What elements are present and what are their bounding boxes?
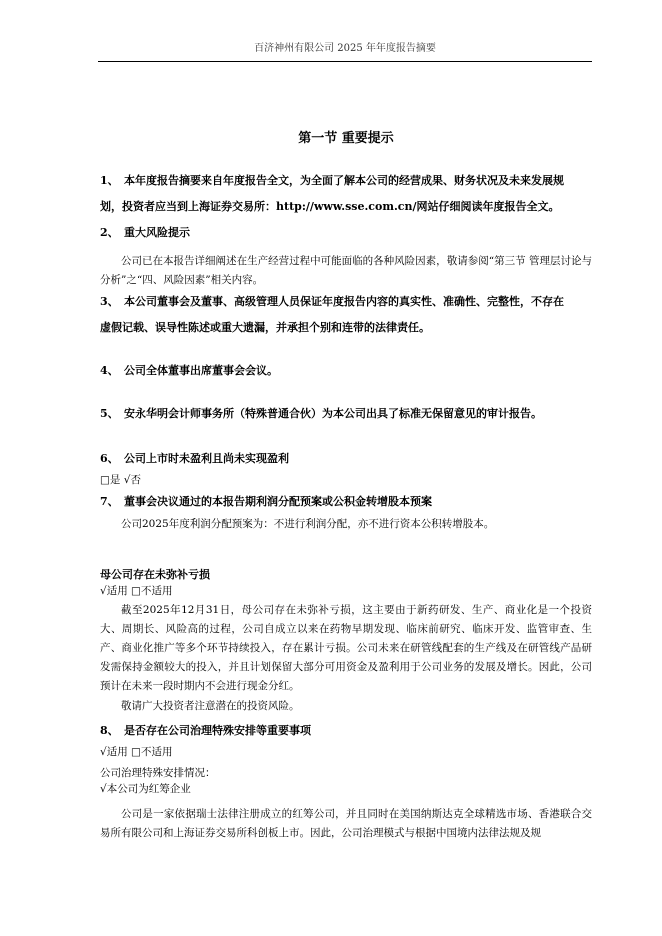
item-1-number: 1、 [100, 174, 119, 187]
item-5-heading [100, 405, 592, 423]
item-3-text-1: 本公司董事会及董事、高级管理人员保证年度报告内容的真实性、准确性、完整性，不存在 [124, 295, 564, 308]
item-8-options: √适用 □不适用 [100, 746, 173, 758]
item-7-title: 董事会决议通过的本报告期利润分配预案或公积金转增股本预案 [124, 495, 432, 508]
item-4-title: 公司全体董事出席董事会会议。 [124, 364, 278, 377]
item-4-number: 4、 [100, 364, 119, 377]
item-7-body: 公司2025年度利润分配预案为：不进行利润分配，亦不进行资本公积转增股本。 [121, 518, 495, 530]
section-title: 第一节 重要提示 [298, 131, 394, 146]
deficit-body: 截至2025年12月31日，母公司存在未弥补亏损，这主要由于新药研发、生产、商业化是一个投资大、周期长、风险高的过程，公司自成立以来在药物早期发现、临床前研究、临床开发、监管审查、生产、商业化推广等多个环节持续投入，存在累计亏损。公司未来在研管线配套的生产线及在研管线产品研发需保持金额较大的投入，并且计划保留大部分可用资金及盈利用于公司业务的发展及增长。因此，公司预计在未来一段时期内不会进行现金分红。 [100, 604, 592, 692]
item-8-title: 是否存在公司治理特殊安排等重要事项 [124, 724, 311, 737]
item-7-heading [100, 493, 592, 511]
item-6-title: 公司上市时未盈利且尚未实现盈利 [124, 452, 289, 465]
item-2-title: 重大风险提示 [124, 226, 190, 239]
running-header: 百济神州有限公司 2025 年年度报告摘要 [254, 43, 436, 54]
item-2-body: 公司已在本报告详细阐述在生产经营过程中可能面临的各种风险因素，敬请参阅“第三节 管理层讨论与分析”之“四、风险因素”相关内容。 [100, 255, 592, 286]
governance-label: 公司治理特殊安排情况： [100, 767, 216, 779]
item-3-line-2: 虚假记载、误导性陈述或重大遗漏，并承担个别和连带的法律责任。 [100, 321, 430, 334]
item-1-text-1: 本年度报告摘要来自年度报告全文，为全面了解本公司的经营成果、财务状况及未来发展规 [124, 174, 564, 187]
item-2-number: 2、 [100, 226, 119, 239]
item-4-heading [100, 362, 592, 380]
item-1-line-1 [100, 172, 592, 190]
item-8-number: 8、 [100, 724, 119, 737]
item-3-line-1 [100, 293, 592, 311]
deficit-note: 敬请广大投资者注意潜在的投资风险。 [121, 700, 300, 712]
item-5-number: 5、 [100, 407, 119, 420]
item-3-number: 3、 [100, 295, 119, 308]
governance-status: √本公司为红筹企业 [100, 783, 191, 795]
deficit-options: √适用 □不适用 [100, 585, 173, 597]
item-2-heading [100, 224, 592, 242]
item-1-line-2: 划，投资者应当到上海证券交易所：http://www.sse.com.cn/网站仔细阅读年度报告全文。 [100, 200, 560, 213]
item-6-number: 6、 [100, 452, 119, 465]
item-8-heading [100, 722, 592, 740]
item-6-options: □是 √否 [100, 474, 141, 486]
item-8-body: 公司是一家依据瑞士法律注册成立的红筹公司，并且同时在美国纳斯达克全球精选市场、香港联合交易所有限公司和上海证券交易所科创板上市。因此，公司治理模式与根据中国境内法律法规及规 [100, 808, 592, 839]
item-6-heading [100, 450, 592, 468]
deficit-heading: 母公司存在未弥补亏损 [100, 568, 210, 581]
item-5-title: 安永华明会计师事务所（特殊普通合伙）为本公司出具了标准无保留意见的审计报告。 [124, 407, 542, 420]
item-7-number: 7、 [100, 495, 119, 508]
header-divider [98, 61, 592, 62]
